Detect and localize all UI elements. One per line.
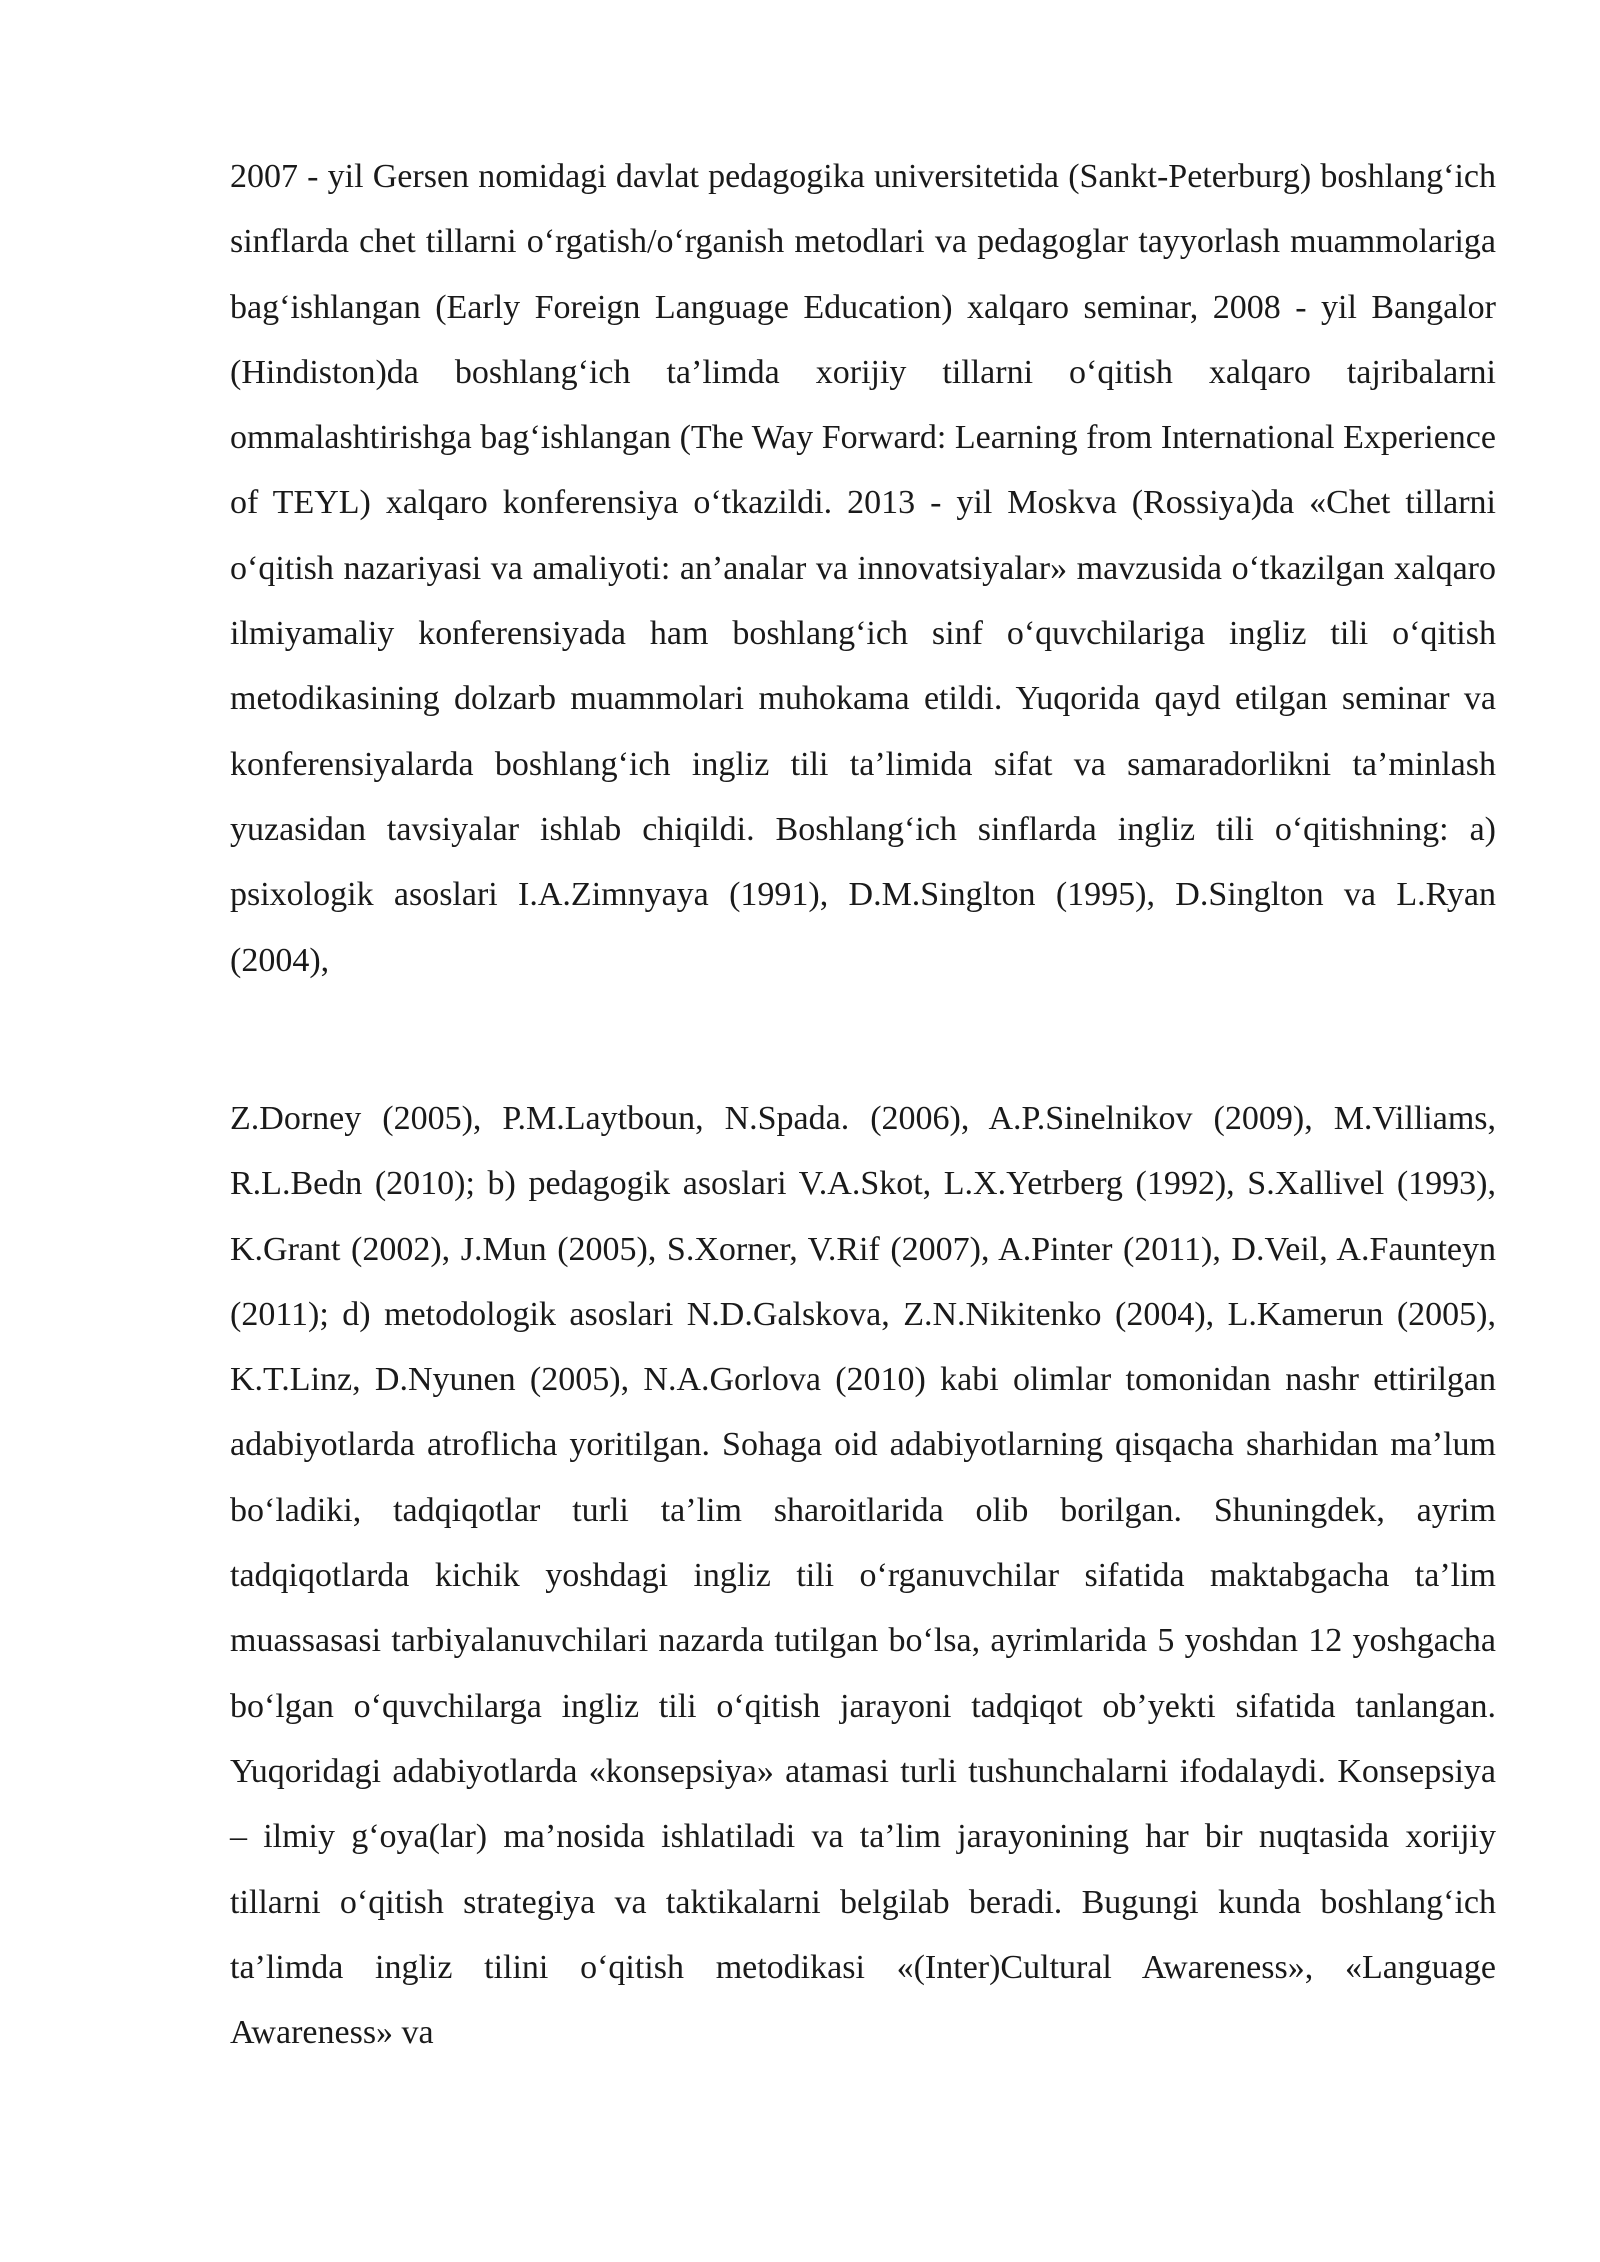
paragraph-2: Z.Dorney (2005), P.M.Laytboun, N.Spada. (2006), A.P.Sinelnikov (2009), M.Villiams, R.L.Bedn (2010); b) pedagogik asoslari V.A.Skot, L.X.Yetrberg (1992), S.Xallivel (1993), K.Grant (2002), J.Mun (2005), S.Xorner, V.Rif (2007), A.Pinter (2011), D.Veil, A.Faunteyn (2011); d) metodologik asoslari N.D.Galskova, Z.N.Nikitenko (2004), L.Kamerun (2005), K.T.Linz, D.Nyunen (2005), N.A.Gorlova (2010) kabi olimlar tomonidan nashr ettirilgan adabiyotlarda atroflicha yoritilgan. Sohaga oid adabiyotlarning qisqacha sharhidan ma’lum bo‘ladiki, tadqiqotlar turli ta’lim sharoitlarida olib borilgan. Shuningdek, ayrim tadqiqotlarda kichik yoshdagi ingliz tili o‘rganuvchilar sifatida maktabgacha ta’lim muassasasi tarbiyalanuvchilari nazarda tutilgan bo‘lsa, ayrimlarida 5 yoshdan 12 yoshgacha bo‘lgan o‘quvchilarga ingliz tili o‘qitish jarayoni tadqiqot ob’yekti sifatida tanlangan. Yuqoridagi adabiyotlarda «konsepsiya» atamasi turli tushunchalarni ifodalaydi. Konsepsiya – ilmiy g‘oya(lar) ma’nosida ishlatiladi va ta’lim jarayonining har bir nuqtasida xorijiy tillarni o‘qitish strategiya va taktikalarni belgilab beradi. Bugungi kunda boshlang‘ich ta’limda ingliz tilini o‘qitish metodikasi «(Inter)Cultural Awareness», «Language Awareness» va	[230, 1100, 1496, 2052]
paragraph-1: 2007 - yil Gersen nomidagi davlat pedagogika universitetida (Sankt-Peterburg) boshlang‘ich sinflarda chet tillarni o‘rgatish/o‘rganish metodlari va pedagoglar tayyorlash muammolariga bag‘ishlangan (Early Foreign Language Education) xalqaro seminar, 2008 - yil Bangalor (Hindiston)da boshlang‘ich ta’limda xorijiy tillarni o‘qitish xalqaro tajribalarni ommalashtirishga bag‘ishlangan (The Way Forward: Learning from International Experience of TEYL) xalqaro konferensiya o‘tkazildi. 2013 - yil Moskva (Rossiya)da «Chet tillarni o‘qitish nazariyasi va amaliyoti: an’analar va innovatsiyalar» mavzusida o‘tkazilgan xalqaro ilmiyamaliy konferensiyada ham boshlang‘ich sinf o‘quvchilariga ingliz tili o‘qitish metodikasining dolzarb muammolari muhokama etildi. Yuqorida qayd etilgan seminar va konferensiyalarda boshlang‘ich ingliz tili ta’limida sifat va samaradorlikni ta’minlash yuzasidan tavsiyalar ishlab chiqildi. Boshlang‘ich sinflarda ingliz tili o‘qitishning: a) psixologik asoslari I.A.Zimnyaya (1991), D.M.Singlton (1995), D.Singlton va L.Ryan (2004),	[230, 158, 1496, 979]
